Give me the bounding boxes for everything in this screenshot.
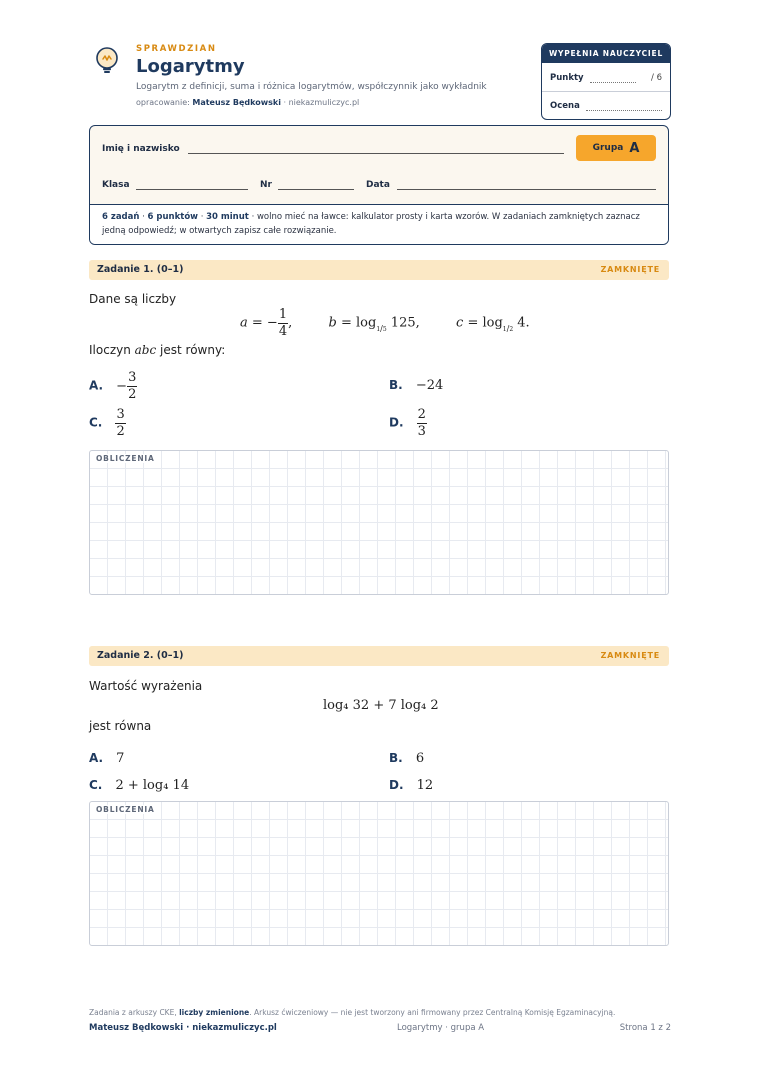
task-1-work-label: OBLICZENIA <box>96 454 155 463</box>
task-2-header <box>89 646 669 666</box>
task-1-option-c[interactable]: C. $\frac{3}{2}$ <box>89 407 125 439</box>
student-info-panel <box>89 125 669 245</box>
task-1-type-badge: ZAMKNIĘTE <box>600 265 660 274</box>
lightbulb-logo-icon <box>92 45 122 75</box>
class-field[interactable] <box>136 189 248 190</box>
task-1-title: Zadanie 1. (0–1) <box>97 264 184 275</box>
task-1-option-a[interactable]: A. − $\frac{3}{2}$ <box>89 370 137 402</box>
task-2-option-b[interactable]: B. 6 <box>389 751 425 766</box>
info-rest: · wolno mieć na ławce: kalkulator prosty i karta wzorów. W zadaniach zamkniętych zaznacz jedną odpowiedź; w otwartych zapisz całe rozwiązanie. <box>102 212 640 236</box>
task-1-intro: Dane są liczby <box>89 292 177 306</box>
task-2-work-area[interactable] <box>89 801 669 946</box>
document-kicker: SPRAWDZIAN <box>136 44 217 54</box>
grade-row <box>550 101 662 111</box>
task-2-question: jest równa <box>89 719 152 733</box>
document-title: Logarytmy <box>136 56 245 77</box>
date-field[interactable] <box>397 189 656 190</box>
teacher-box-heading: WYPEŁNIA NAUCZYCIEL <box>542 44 670 63</box>
task-2-title: Zadanie 2. (0–1) <box>97 650 184 661</box>
task-2-type-badge: ZAMKNIĘTE <box>600 651 660 660</box>
points-row <box>550 73 662 83</box>
task-1-definitions: a = − $\frac{1}{4}$ , $b = \log_{1/5} 125$, $c = \log_{1/2} 4$. <box>240 307 530 339</box>
points-label: Punkty <box>550 73 584 83</box>
info-time: 30 minut <box>206 212 249 222</box>
task-1-header <box>89 260 669 280</box>
task-1-option-b[interactable]: B. −24 <box>389 378 444 393</box>
footer-author: Mateusz Będkowski · niekazmuliczyc.pl <box>89 1023 277 1033</box>
author-prefix: opracowanie: <box>136 98 190 107</box>
task-2-intro: Wartość wyrażenia <box>89 679 203 693</box>
grade-label: Ocena <box>550 101 580 111</box>
test-instructions: 6 zadań · 6 punktów · 30 minut · wolno mieć na ławce: kalkulator prosty i karta wzorów. W zadaniach zamkniętych zaznacz jedną odpowiedź; w otwartych zapisz całe rozwiązanie. <box>90 204 668 244</box>
task-2-expression: log₄ 32 + 7 log₄ 2 <box>323 698 439 713</box>
task-1-work-area[interactable] <box>89 450 669 595</box>
document-subtitle: Logarytm z definicji, suma i różnica logarytmów, współczynnik jako wykładnik <box>136 82 487 92</box>
teacher-box <box>541 43 671 120</box>
number-field[interactable] <box>278 189 354 190</box>
author-line <box>136 98 359 107</box>
teacher-box-divider <box>542 91 670 92</box>
group-label: Grupa <box>592 143 624 153</box>
author-site: · niekazmuliczyc.pl <box>283 98 360 107</box>
task-1-option-d[interactable]: D. $\frac{2}{3}$ <box>389 407 426 439</box>
info-tasks: 6 zadań <box>102 212 140 222</box>
task-2-option-c[interactable]: C. 2 + log₄ 14 <box>89 778 190 793</box>
footer-title: Logarytmy · grupa A <box>397 1023 485 1033</box>
footer-disclaimer: Zadania z arkuszy CKE, liczby zmienione. Arkusz ćwiczeniowy — nie jest tworzony ani firmowany przez Centralną Komisję Egzaminacyjną. <box>89 1008 616 1017</box>
name-field[interactable] <box>188 153 564 154</box>
points-max: / 6 <box>651 73 662 83</box>
author-name: Mateusz Będkowski <box>192 98 281 107</box>
points-field[interactable] <box>590 82 636 83</box>
task-2-work-label: OBLICZENIA <box>96 805 155 814</box>
task-2-option-a[interactable]: A. 7 <box>89 751 125 766</box>
info-points: 6 punktów <box>147 212 199 222</box>
name-label: Imię i nazwisko <box>102 144 180 154</box>
footer-page-number: Strona 1 z 2 <box>619 1023 671 1033</box>
class-label: Klasa <box>102 180 130 190</box>
task-1-question: Iloczyn abc jest równy: <box>89 343 226 357</box>
date-label: Data <box>366 180 390 190</box>
group-badge <box>576 135 656 161</box>
number-label: Nr <box>260 180 272 190</box>
task-2-option-d[interactable]: D. 12 <box>389 778 434 793</box>
grade-field[interactable] <box>586 110 662 111</box>
group-value: A <box>629 140 640 156</box>
